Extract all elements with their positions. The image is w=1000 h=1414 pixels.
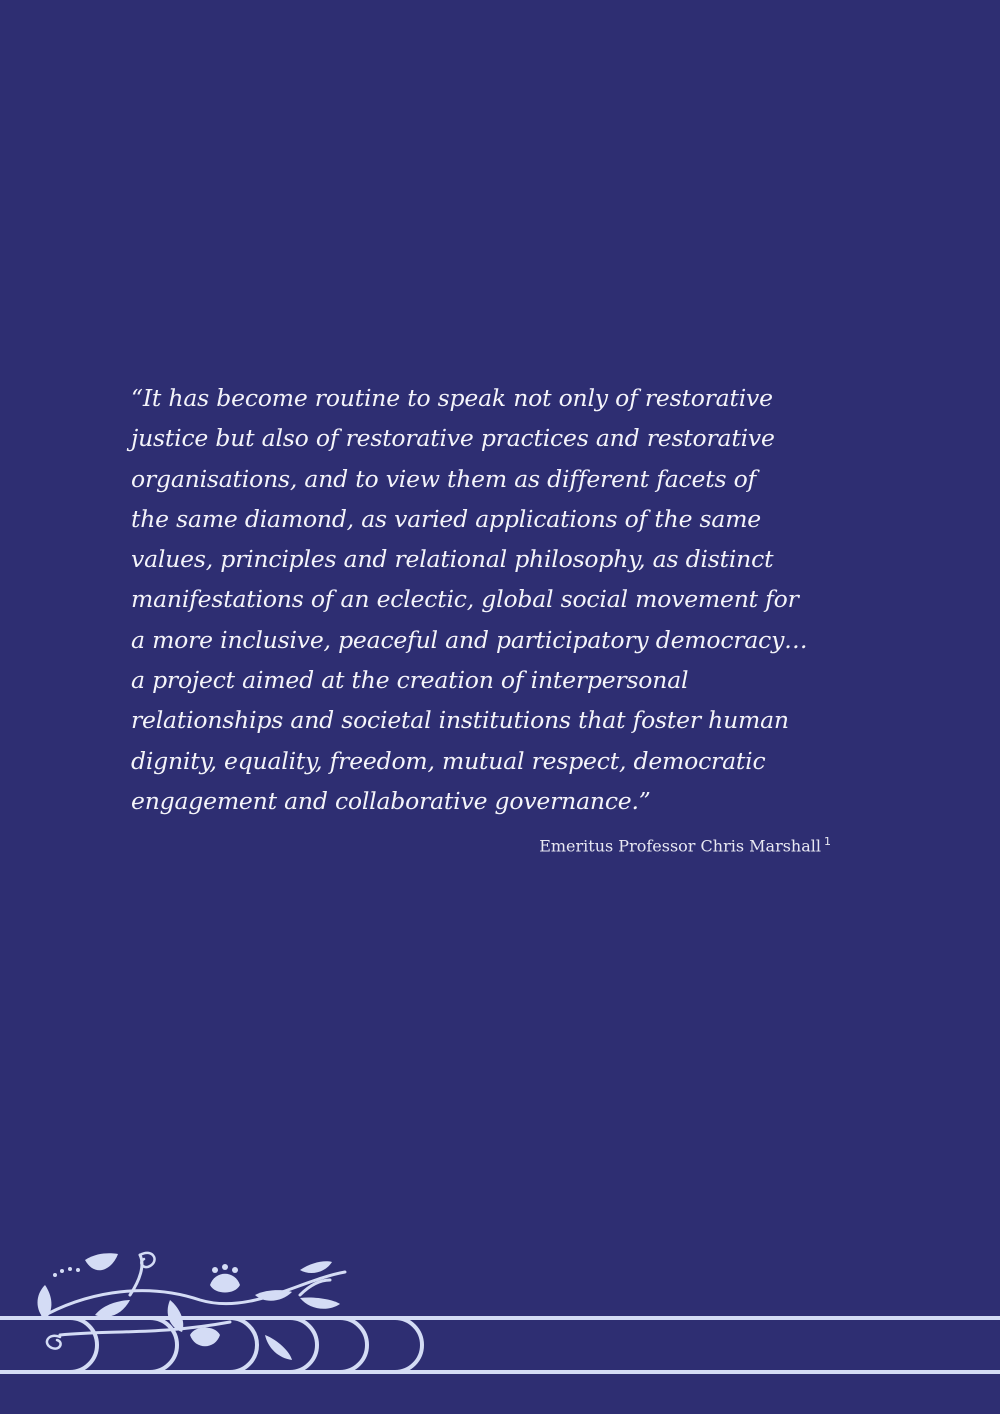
quote-line: engagement and collaborative governance.” [131, 786, 651, 815]
pull-quote [131, 378, 851, 821]
quote-line: relationships and societal institutions that foster human [131, 706, 789, 735]
attribution-name: Emeritus Professor Chris Marshall [539, 836, 821, 856]
quote-attribution [539, 830, 831, 858]
quote-line: a more inclusive, peaceful and participatory democracy… [131, 625, 808, 654]
quote-line: organisations, and to view them as different facets of [131, 464, 757, 493]
quote-line: values, principles and relational philosophy, as distinct [131, 545, 774, 574]
quote-line: dignity, equality, freedom, mutual respect, democratic [131, 746, 766, 775]
quote-line: the same diamond, as varied applications of the same [131, 504, 762, 533]
footnote-marker: 1 [824, 835, 831, 848]
quote-line: “It has become routine to speak not only of restorative [131, 384, 773, 412]
quote-line: justice but also of restorative practices and restorative [131, 424, 775, 453]
quote-line: manifestations of an eclectic, global social movement for [131, 585, 799, 614]
floral-vine-ornament-icon [0, 1240, 1000, 1390]
quote-line: a project aimed at the creation of interpersonal [131, 666, 689, 695]
